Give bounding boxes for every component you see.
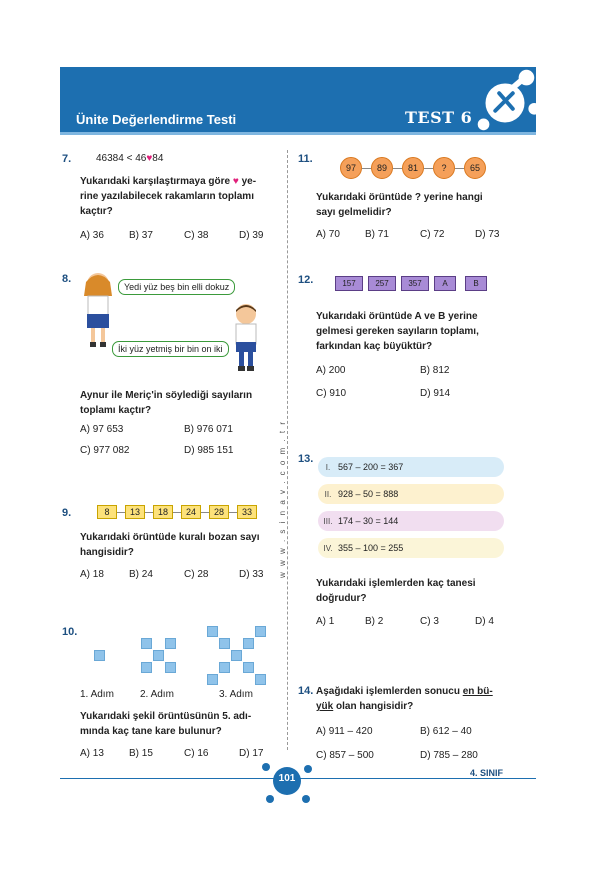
q11-circle: ? (433, 157, 455, 179)
page-number: 101 (278, 773, 296, 784)
q7-option-a[interactable]: A) 36 (80, 230, 104, 241)
q12-option-b[interactable]: B) 812 (420, 365, 450, 376)
pattern-square (243, 662, 254, 673)
pattern-square (255, 674, 266, 685)
connector-line (201, 512, 209, 513)
pattern-square (255, 626, 266, 637)
q11-option-d[interactable]: D) 73 (475, 229, 500, 240)
pattern-square (141, 662, 152, 673)
q10-option-d[interactable]: D) 17 (239, 748, 264, 759)
pattern-square (207, 626, 218, 637)
q9-box: 24 (181, 505, 201, 519)
q9-option-d[interactable]: D) 33 (239, 569, 264, 580)
q9-box: 28 (209, 505, 229, 519)
q13-number: 13. (298, 453, 314, 465)
splash-logo-icon (466, 62, 544, 140)
q9-option-a[interactable]: A) 18 (80, 569, 104, 580)
q8-number: 8. (62, 273, 72, 285)
pattern-square (165, 638, 176, 649)
pattern-square (153, 650, 164, 661)
q14-number: 14. (298, 685, 314, 697)
connector-line (117, 512, 125, 513)
connector-line (145, 512, 153, 513)
q12-option-c[interactable]: C) 910 (316, 388, 347, 399)
speech-bubble-meric: İki yüz yetmiş bir bin on iki (112, 341, 229, 357)
q12-box: 257 (368, 276, 396, 291)
q9-option-c[interactable]: C) 28 (184, 569, 209, 580)
q7-expr-left: 46384 < 46 (96, 153, 147, 164)
q13-option-b[interactable]: B) 2 (365, 616, 384, 627)
q10-question: Yukarıdaki şekil örüntüsünün 5. adı- mında kaç tane kare bulunur? (80, 711, 252, 737)
pattern-square (243, 638, 254, 649)
q8-option-c[interactable]: C) 977 082 (80, 445, 130, 456)
q7-expression (96, 153, 163, 164)
q13-row: III. 174 – 30 = 144 (318, 511, 504, 531)
q8-option-d[interactable]: D) 985 151 (184, 445, 234, 456)
q7-option-b[interactable]: B) 37 (129, 230, 153, 241)
test-label: TEST 6 (405, 108, 473, 127)
q9-box: 8 (97, 505, 117, 519)
q10-step-1-label: 1. Adım (80, 689, 114, 700)
q11-number: 11. (298, 153, 313, 165)
q9-option-b[interactable]: B) 24 (129, 569, 153, 580)
q12-box: B (465, 276, 487, 291)
q11-circle: 97 (340, 157, 362, 179)
pattern-square (94, 650, 105, 661)
section-title: Ünite Değerlendirme Testi (76, 112, 237, 127)
heart-icon: ♥ (146, 153, 153, 164)
q12-question: Yukarıdaki örüntüde A ve B yerine gelmesi gereken sayıların toplamı, farkından kaç büyüktür? (316, 311, 479, 352)
q11-circle: 81 (402, 157, 424, 179)
q12-box: 157 (335, 276, 363, 291)
q10-step-3-label: 3. Adım (219, 689, 253, 700)
q9-number: 9. (62, 507, 72, 519)
column-divider (287, 150, 288, 750)
connector-line (173, 512, 181, 513)
girl-figure-icon (78, 270, 118, 350)
q12-box: 357 (401, 276, 429, 291)
connector-line (362, 168, 371, 169)
q13-row: IV. 355 – 100 = 255 (318, 538, 504, 558)
q13-row: II. 928 – 50 = 888 (318, 484, 504, 504)
q9-box: 18 (153, 505, 173, 519)
grade-label: 4. SINIF (470, 768, 504, 778)
pattern-square (165, 662, 176, 673)
q7-question: Yukarıdaki karşılaştırmaya göre ♥ ye- rine yazılabilecek rakamların toplamı kaçtır? (80, 176, 257, 217)
connector-line (455, 168, 464, 169)
heart-icon: ♥ (232, 176, 239, 187)
q13-option-c[interactable]: C) 3 (420, 616, 439, 627)
q13-option-d[interactable]: D) 4 (475, 616, 494, 627)
q12-number: 12. (298, 274, 314, 286)
q7-expr-right: 84 (152, 153, 164, 164)
q13-option-a[interactable]: A) 1 (316, 616, 335, 627)
q7-option-c[interactable]: C) 38 (184, 230, 209, 241)
q7-number: 7. (62, 153, 72, 165)
q11-option-c[interactable]: C) 72 (420, 229, 445, 240)
q12-option-d[interactable]: D) 914 (420, 388, 451, 399)
pattern-square (231, 650, 242, 661)
pattern-square (219, 662, 230, 673)
q14-option-b[interactable]: B) 612 – 40 (420, 726, 472, 737)
header-underline (60, 132, 536, 135)
q12-option-a[interactable]: A) 200 (316, 365, 346, 376)
q10-step-2-label: 2. Adım (140, 689, 174, 700)
pattern-square (219, 638, 230, 649)
q14-option-c[interactable]: C) 857 – 500 (316, 750, 374, 761)
q9-box: 13 (125, 505, 145, 519)
q14-question: Aşağıdaki işlemlerden sonucu en bü- yük olan hangisidir? (316, 686, 493, 712)
q10-option-c[interactable]: C) 16 (184, 748, 209, 759)
connector-line (393, 168, 402, 169)
q7-option-d[interactable]: D) 39 (239, 230, 264, 241)
q11-question: Yukarıdaki örüntüde ? yerine hangi sayı gelmelidir? (316, 192, 483, 218)
q9-question: Yukarıdaki örüntüde kuralı bozan sayı hangisidir? (80, 532, 260, 558)
q14-option-a[interactable]: A) 911 – 420 (316, 726, 373, 737)
q10-option-a[interactable]: A) 13 (80, 748, 104, 759)
connector-line (229, 512, 237, 513)
q11-circle: 89 (371, 157, 393, 179)
q11-option-a[interactable]: A) 70 (316, 229, 340, 240)
q11-option-b[interactable]: B) 71 (365, 229, 389, 240)
q13-row: I. 567 – 200 = 367 (318, 457, 504, 477)
q10-number: 10. (62, 626, 78, 638)
q8-question: Aynur ile Meriç'in söylediği sayıların toplamı kaçtır? (80, 390, 253, 416)
q11-circle: 65 (464, 157, 486, 179)
q8-option-a[interactable]: A) 97 653 (80, 424, 124, 435)
connector-line (424, 168, 433, 169)
q9-box: 33 (237, 505, 257, 519)
q10-option-b[interactable]: B) 15 (129, 748, 153, 759)
q13-question: Yukarıdaki işlemlerden kaç tanesi doğrudur? (316, 578, 476, 604)
q8-option-b[interactable]: B) 976 071 (184, 424, 233, 435)
boy-figure-icon (228, 302, 264, 374)
q12-box: A (434, 276, 456, 291)
pattern-square (207, 674, 218, 685)
website-text: w w w . s i n a v . c o m . t r (278, 420, 287, 579)
pattern-square (141, 638, 152, 649)
speech-bubble-aynur: Yedi yüz beş bin elli dokuz (118, 279, 235, 295)
q14-option-d[interactable]: D) 785 – 280 (420, 750, 478, 761)
